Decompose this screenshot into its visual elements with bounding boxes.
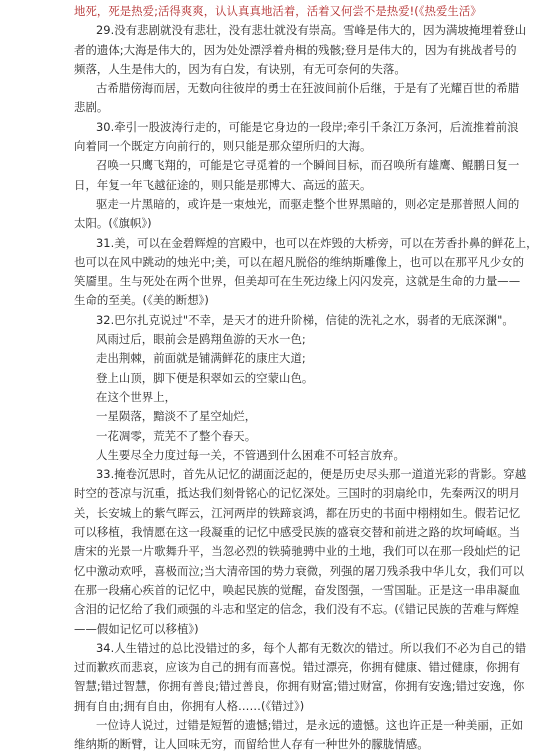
text-line: 一花凋零，荒芜不了整个春天。 (96, 428, 257, 443)
text-line: 29.没有悲剧就没有悲壮，没有悲壮就没有崇高。雪峰是伟大的，因为满坡掩埋着登山 (96, 23, 527, 38)
text-line: 地死，死是热爱;活得爽爽，认认真真地活着，活着又何尝不是热爱!(《热爱生活》 (74, 4, 482, 18)
text-line: 31.美，可以在金碧辉煌的宫殿中，也可以在炸毁的大桥旁，可以在芳香扑鼻的鲜花上， (96, 235, 538, 250)
text-line: 32.巴尔扎克说过"不幸，是天才的进升阶梯，信徒的洗礼之水，弱者的无底深渊"。 (96, 312, 514, 327)
text-line: 向着同一个既定方向前行的，则只能是那众望所归的大海。 (74, 139, 372, 154)
text-line: 在那一段痛心疾首的记忆中，唤起民族的觉醒，奋发图强，一雪国耻。正是这一串串凝血 (74, 582, 521, 597)
text-line: 拥有自由;拥有自由，你拥有人格……(《错过》) (74, 698, 305, 713)
text-line: 频落，人生是伟大的，因为有白发，有诀别，有无可奈何的失落。 (74, 61, 406, 76)
text-line: 太阳。(《旗帜》) (74, 216, 152, 231)
text-line: 风雨过后，眼前会是鸥翔鱼游的天水一色; (96, 332, 306, 347)
text-line: 在这个世界上， (96, 389, 177, 404)
text-line: 时空的苍凉与沉重，抵达我们刻骨铭心的记忆深处。三国时的羽扇纶巾，先秦两汉的明月 (74, 486, 521, 501)
text-line: 者的遗体;大海是伟大的，因为处处漂浮着舟楫的残骸;登月是伟大的，因为有挑战者号的 (74, 42, 517, 57)
text-line: 唐宋的光景一片歌舞升平，当忽必烈的铁骑驰骋中业的土地，我们可以在那一段灿烂的记 (74, 544, 521, 559)
text-line: 生命的至美。(《美的断想》) (74, 293, 209, 308)
text-line: 33.掩卷沉思时，首先从记忆的湖面泛起的，便是历史尽头那一道道光彩的背影。穿越 (96, 467, 527, 482)
text-line: 30.牵引一股波涛行走的，可能是它身边的一段岸;牵引千条江万条河，后流推着前浪 (96, 119, 519, 134)
text-line: 召唤一只鹰飞翔的，可能是它寻觅着的一个瞬间目标，而召唤所有雄鹰、鲲鹏日复一 (96, 158, 520, 173)
text-line: 悲剧。 (74, 100, 109, 115)
text-line: 34.人生错过的总比没错过的多，每个人都有无数次的错过。所以我们不必为自己的错 (96, 640, 527, 655)
text-line: 可以移植，我情愿在这一段凝重的记忆中感受民族的盛衰交替和前进之路的坎坷崎岖。当 (74, 525, 521, 540)
text-line: 智慧;错过智慧，你拥有善良;错过善良，你拥有财富;错过财富，你拥有安逸;错过安逸，你 (74, 679, 525, 694)
text-line: 登上山顶，脚下便是积翠如云的空蒙山色。 (96, 370, 314, 385)
text-line: 古希腊傍海而居，无数向往彼岸的勇士在狂波间前仆后继，于是有了光耀百世的希腊 (96, 81, 520, 96)
text-line: 走出荆棘，前面就是铺满鲜花的康庄大道; (96, 351, 306, 366)
text-line: 人生要尽全力度过每一关，不管遇到什么困难不可轻言放弃。 (96, 447, 405, 462)
text-line: 关，长安城上的紫气晖云，江河两岸的铁蹄哀鸿，都在历史的书面中栩栩如生。假若记忆 (74, 505, 521, 520)
text-line: 一位诗人说过，过错是短暂的遗憾;错过，是永远的遗憾。这也许正是一种美丽，正如 (96, 717, 524, 732)
text-line: 含泪的记忆给了我们顽强的斗志和坚定的信念，我们没有不忘。(《错记民族的苦难与辉煌 (74, 602, 519, 617)
text-line: 笑靥里。生与死处在两个世界，但美却可在生死边缘上闪闪发亮，这就是生命的力量—— (74, 274, 521, 289)
text-line: 一星陨落，黯淡不了星空灿烂， (96, 409, 257, 424)
text-line: 日，年复一年飞越征途的，则只能是那博大、高远的蓝天。 (74, 177, 372, 192)
text-line: 维纳斯的断臂，让人回味无穷，而留给世人存有一种世外的朦胧情感。 (74, 737, 429, 752)
text-line: 过而歉疚而悲哀，应该为自己的拥有而喜悦。错过漂亮，你拥有健康、错过健康，你拥有 (74, 660, 521, 675)
text-line: 也可以在风中跳动的烛光中;美，可以在超凡脱俗的维纳斯雕像上，也可以在那平凡少女的 (74, 254, 525, 269)
text-line: ——假如记忆可以移植》) (74, 621, 199, 636)
text-line: 忆中激动欢呼，喜极而泣;当大清帝国的势力衰微，列强的屠刀残杀我中华儿女，我们可以 (74, 563, 525, 578)
text-line: 驱走一片黑暗的，或许是一束烛光，而驱走整个世界黑暗的，则必定是那普照人间的 (96, 196, 520, 211)
